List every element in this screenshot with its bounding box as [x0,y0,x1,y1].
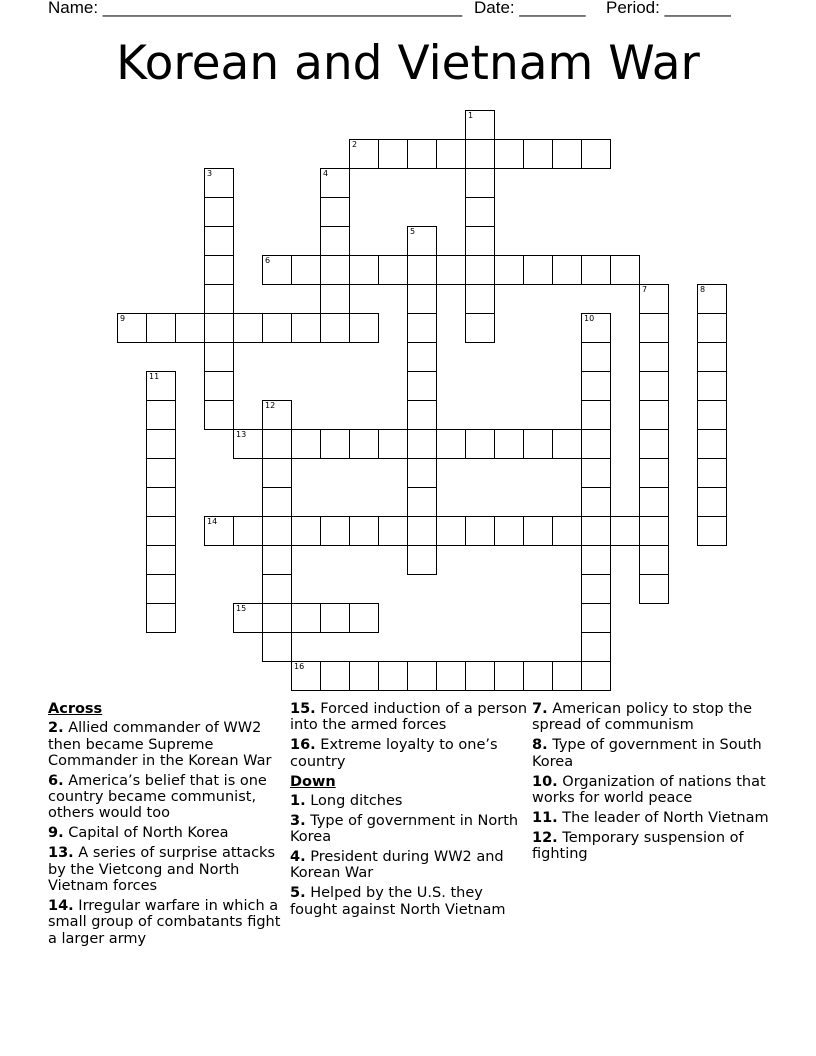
grid-cell[interactable] [581,400,611,430]
grid-cell[interactable] [697,400,727,430]
grid-cell[interactable] [262,313,292,343]
grid-cell[interactable] [349,603,379,633]
grid-cell[interactable] [581,632,611,662]
grid-cell[interactable] [146,487,176,517]
grid-cell[interactable] [465,168,495,198]
grid-cell[interactable] [291,516,321,546]
clue-down-5: 5. Helped by the U.S. they fought against North Vietnam [290,885,506,918]
grid-cell[interactable] [407,487,437,517]
grid-cell[interactable] [407,255,437,285]
grid-cell[interactable] [320,197,350,227]
clue-across-15: 15. Forced induction of a person into the armed forces [290,701,528,734]
grid-cell[interactable] [465,516,495,546]
grid-cell[interactable] [552,255,582,285]
clue-number: 9 [120,314,126,323]
grid-cell[interactable] [436,429,466,459]
clue-number: 3 [207,169,213,178]
clue-column-1 [48,701,288,951]
grid-cell[interactable] [523,429,553,459]
clue-across-14: 14. Irregular warfare in which a small group of combatants fight a larger army [48,898,281,947]
grid-cell[interactable] [639,342,669,372]
grid-cell[interactable] [146,574,176,604]
grid-cell[interactable] [465,255,495,285]
clue-down-4: 4. President during WW2 and Korean War [290,849,504,882]
grid-cell[interactable] [204,197,234,227]
grid-cell[interactable] [146,603,176,633]
grid-cell[interactable] [291,313,321,343]
grid-cell[interactable] [581,313,611,343]
grid-cell[interactable] [639,574,669,604]
grid-cell[interactable] [378,661,408,691]
grid-cell[interactable] [581,487,611,517]
grid-cell[interactable] [697,458,727,488]
across-heading: Across [48,701,103,717]
grid-cell[interactable] [378,255,408,285]
grid-cell[interactable] [320,255,350,285]
grid-cell[interactable] [320,603,350,633]
grid-cell[interactable] [262,400,292,430]
grid-cell[interactable] [494,139,524,169]
period-field-label: Period: _______ [606,0,731,17]
clue-number: 2 [352,140,358,149]
grid-cell[interactable] [204,342,234,372]
grid-cell[interactable] [262,632,292,662]
grid-cell[interactable] [407,313,437,343]
grid-cell[interactable] [523,139,553,169]
grid-cell[interactable] [262,487,292,517]
grid-cell[interactable] [291,603,321,633]
grid-cell[interactable] [378,516,408,546]
grid-cell[interactable] [146,313,176,343]
grid-cell[interactable] [494,661,524,691]
grid-cell[interactable] [639,371,669,401]
grid-cell[interactable] [697,371,727,401]
grid-cell[interactable] [465,429,495,459]
clue-number: 8 [700,285,706,294]
grid-cell[interactable] [436,661,466,691]
clue-number: 10 [584,314,595,323]
grid-cell[interactable] [407,516,437,546]
grid-cell[interactable] [523,516,553,546]
grid-cell[interactable] [291,661,321,691]
grid-cell[interactable] [465,661,495,691]
grid-cell[interactable] [639,487,669,517]
grid-cell[interactable] [639,516,669,546]
grid-cell[interactable] [233,313,263,343]
grid-cell[interactable] [639,429,669,459]
grid-cell[interactable] [581,661,611,691]
grid-cell[interactable] [581,139,611,169]
grid-cell[interactable] [349,139,379,169]
clue-number: 5 [410,227,416,236]
grid-cell[interactable] [378,429,408,459]
clue-number: 15 [236,604,247,613]
grid-cell[interactable] [436,255,466,285]
grid-cell[interactable] [233,603,263,633]
grid-cell[interactable] [407,545,437,575]
clue-column-3 [532,701,772,866]
grid-cell[interactable] [349,429,379,459]
clue-number: 11 [149,372,160,381]
clue-number: 14 [207,517,218,526]
grid-cell[interactable] [262,255,292,285]
grid-cell[interactable] [407,371,437,401]
grid-cell[interactable] [146,545,176,575]
grid-cell[interactable] [581,603,611,633]
clue-down-8: 8. Type of government in South Korea [532,737,762,770]
clue-across-13: 13. A series of surprise attacks by the Vietcong and North Vietnam forces [48,845,276,895]
grid-cell[interactable] [233,429,263,459]
grid-cell[interactable] [204,516,234,546]
grid-cell[interactable] [320,226,350,256]
grid-cell[interactable] [407,226,437,256]
grid-cell[interactable] [697,516,727,546]
grid-cell[interactable] [349,516,379,546]
clue-down-11: 11. The leader of North Vietnam [532,809,769,826]
grid-cell[interactable] [639,313,669,343]
grid-cell[interactable] [349,661,379,691]
grid-cell[interactable] [291,255,321,285]
grid-cell[interactable] [581,371,611,401]
grid-cell[interactable] [146,458,176,488]
clue-across-9: 9. Capital of North Korea [48,825,229,842]
grid-cell[interactable] [117,313,147,343]
grid-cell[interactable] [407,429,437,459]
grid-cell[interactable] [320,284,350,314]
grid-cell[interactable] [407,400,437,430]
page-title: Korean and Vietnam War [116,36,700,91]
grid-cell[interactable] [262,545,292,575]
grid-cell[interactable] [262,429,292,459]
clue-down-12: 12. Temporary suspension of fighting [532,829,744,863]
clue-across-6: 6. America’s belief that is one country became communist, others would too [48,772,267,822]
clue-number: 7 [642,285,648,294]
grid-cell[interactable] [465,313,495,343]
clue-number: 16 [294,662,305,671]
grid-cell[interactable] [581,545,611,575]
grid-cell[interactable] [320,313,350,343]
grid-cell[interactable] [146,371,176,401]
grid-cell[interactable] [349,313,379,343]
clue-column-2 [290,701,530,922]
down-heading: Down [290,773,336,790]
grid-cell[interactable] [581,342,611,372]
grid-cell[interactable] [407,284,437,314]
grid-cell[interactable] [146,516,176,546]
grid-cell[interactable] [436,516,466,546]
grid-cell[interactable] [639,400,669,430]
grid-cell[interactable] [407,342,437,372]
grid-cell[interactable] [204,371,234,401]
grid-cell[interactable] [639,545,669,575]
clue-across-16: 16. Extreme loyalty to one’s country [290,737,498,770]
grid-cell[interactable] [581,574,611,604]
grid-cell[interactable] [204,284,234,314]
grid-cell[interactable] [146,429,176,459]
clue-down-7: 7. American policy to stop the spread of communism [532,701,753,734]
clue-number: 4 [323,169,329,178]
grid-cell[interactable] [697,342,727,372]
clue-number: 12 [265,401,276,410]
grid-cell[interactable] [262,603,292,633]
name-field-label: Name: ______________________________________ [48,0,463,17]
grid-cell[interactable] [610,255,640,285]
grid-cell[interactable] [697,284,727,314]
grid-cell[interactable] [581,516,611,546]
grid-cell[interactable] [697,429,727,459]
clue-number: 6 [265,256,271,265]
grid-cell[interactable] [291,429,321,459]
grid-cell[interactable] [320,661,350,691]
clue-down-3: 3. Type of government in North Korea [290,812,519,846]
grid-cell[interactable] [378,139,408,169]
grid-cell[interactable] [204,400,234,430]
grid-cell[interactable] [465,197,495,227]
grid-cell[interactable] [320,516,350,546]
grid-cell[interactable] [552,661,582,691]
grid-cell[interactable] [465,110,495,140]
grid-cell[interactable] [697,487,727,517]
grid-cell[interactable] [552,429,582,459]
grid-cell[interactable] [407,139,437,169]
grid-cell[interactable] [349,255,379,285]
grid-cell[interactable] [581,255,611,285]
grid-cell[interactable] [204,168,234,198]
grid-cell[interactable] [262,574,292,604]
grid-cell[interactable] [320,168,350,198]
grid-cell[interactable] [465,226,495,256]
date-field-label: Date: _______ [474,0,586,17]
grid-cell[interactable] [436,139,466,169]
clue-down-10: 10. Organization of nations that works for world peace [532,773,766,806]
grid-cell[interactable] [320,429,350,459]
grid-cell[interactable] [204,313,234,343]
grid-cell[interactable] [465,139,495,169]
grid-cell[interactable] [407,458,437,488]
grid-cell[interactable] [262,458,292,488]
grid-cell[interactable] [175,313,205,343]
grid-cell[interactable] [552,139,582,169]
grid-cell[interactable] [581,458,611,488]
grid-cell[interactable] [494,516,524,546]
grid-cell[interactable] [639,458,669,488]
grid-cell[interactable] [639,284,669,314]
grid-cell[interactable] [610,516,640,546]
grid-cell[interactable] [407,661,437,691]
clue-number: 1 [468,111,474,120]
grid-cell[interactable] [262,516,292,546]
grid-cell[interactable] [552,516,582,546]
grid-cell[interactable] [204,226,234,256]
grid-cell[interactable] [523,661,553,691]
grid-cell[interactable] [465,284,495,314]
grid-cell[interactable] [494,255,524,285]
grid-cell[interactable] [204,255,234,285]
grid-cell[interactable] [146,400,176,430]
grid-cell[interactable] [523,255,553,285]
grid-cell[interactable] [697,313,727,343]
clue-across-2: 2. Allied commander of WW2 then became Supreme Commander in the Korean War [48,720,272,769]
clue-number: 13 [236,430,247,439]
grid-cell[interactable] [494,429,524,459]
grid-cell[interactable] [581,429,611,459]
clue-down-1: 1. Long ditches [290,792,403,809]
grid-cell[interactable] [233,516,263,546]
